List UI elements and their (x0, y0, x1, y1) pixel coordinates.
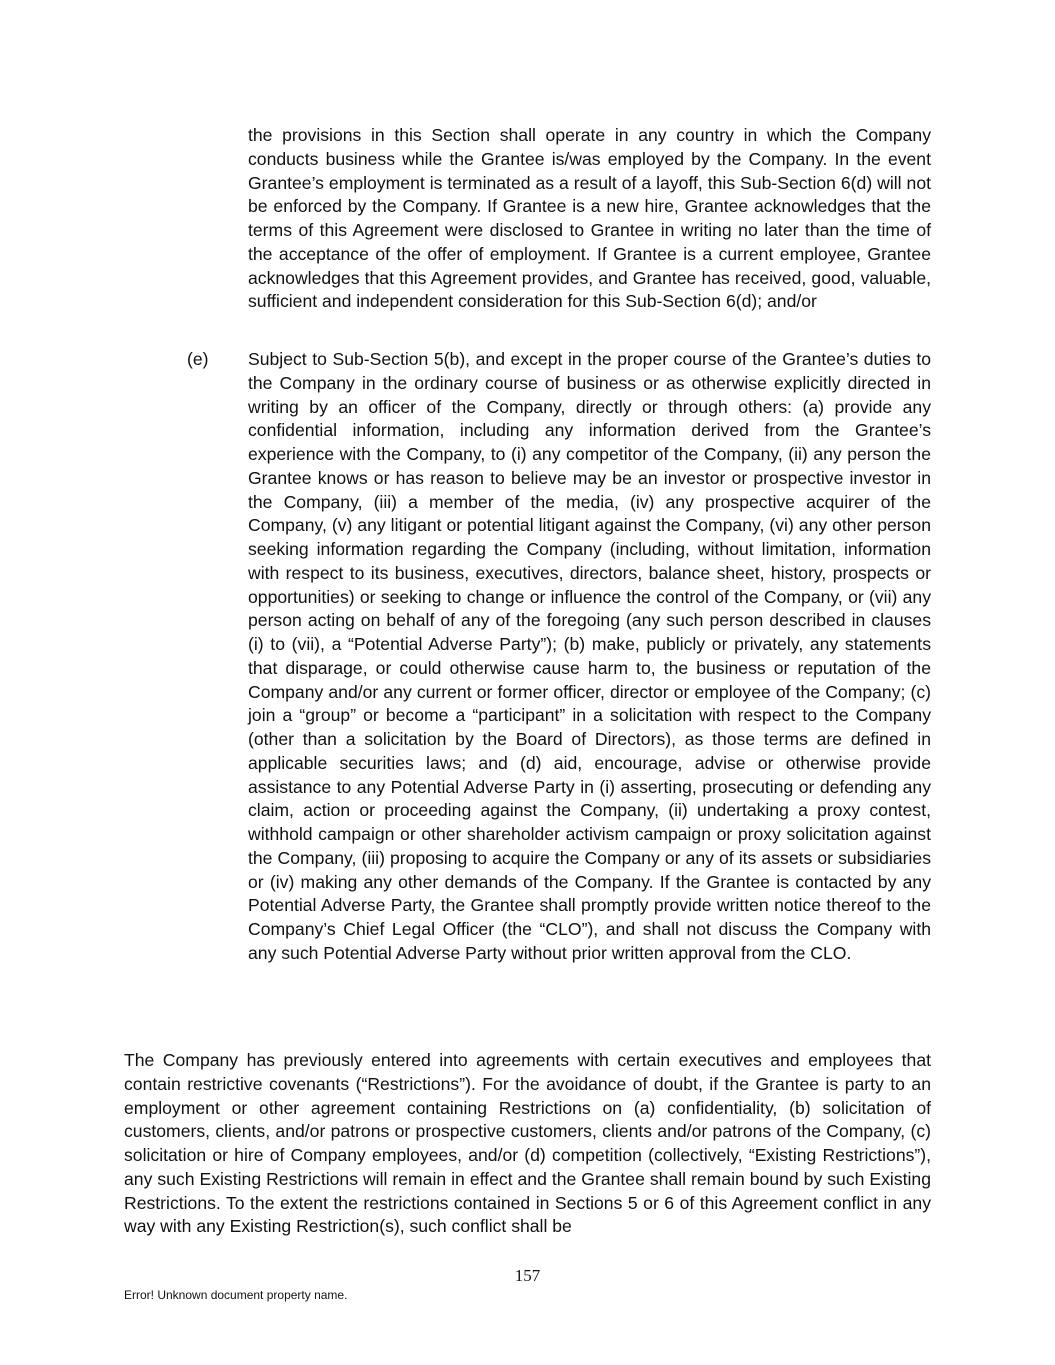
clause-e-body: Subject to Sub-Section 5(b), and except in the proper course of the Grantee’s duties to the Company in the ordinary course of business or as otherwise explicitly directed in writing by an officer of the Company, directly or through others: (a) provide any confidential information, including any information derived from the Grantee’s experience with the Company, to (i) any competitor of the Company, (ii) any person the Grantee knows or has reason to believe may be an investor or prospective investor in the Company, (iii) a member of the media, (iv) any prospective acquirer of the Company, (v) any litigant or potential litigant against the Company, (vi) any other person seeking information regarding the Company (including, without limitation, information with respect to its business, executives, directors, balance sheet, history, prospects or opportunities) or seeking to change or influence the control of the Company, or (vii) any person acting on behalf of any of the foregoing (any such person described in clauses (i) to (vii), a “Potential Adverse Party”); (b) make, publicly or privately, any statements that disparage, or could otherwise cause harm to, the business or reputation of the Company and/or any current or former officer, director or employee of the Company; (c) join a “group” or become a “participant” in a solicitation with respect to the Company (other than a solicitation by the Board of Directors), as those terms are defined in applicable securities laws; and (d) aid, encourage, advise or otherwise provide assistance to any Potential Adverse Party in (i) asserting, prosecuting or defending any claim, action or proceeding against the Company, (ii) undertaking a proxy contest, withhold campaign or other shareholder activism campaign or proxy solicitation against the Company, (iii) proposing to acquire the Company or any of its assets or subsidiaries or (iv) making any other demands of the Company. If the Grantee is contacted by any Potential Adverse Party, the Grantee shall promptly provide written notice thereof to the Company’s Chief Legal Officer (the “CLO”), and shall not discuss the Company with any such Potential Adverse Party without prior written approval from the CLO. (248, 349, 931, 963)
page-number: 157 (514, 1266, 541, 1285)
footer-error-text: Error! Unknown document property name. (124, 1288, 348, 1302)
continued-paragraph: the provisions in this Section shall operate in any country in which the Company conducts business while the Grantee is/was employed by the Company. In the event Grantee’s employment is terminated as a result of a layoff, this Sub-Section 6(d) will not be enforced by the Company. If Grantee is a new hire, Grantee acknowledges that the terms of this Agreement were disclosed to Grantee in writing no later than the time of the acceptance of the offer of employment. If Grantee is a current employee, Grantee acknowledges that this Agreement provides, and Grantee has received, good, valuable, sufficient and independent consideration for this Sub-Section 6(d); and/or (248, 125, 931, 312)
existing-restrictions-paragraph: The Company has previously entered into agreements with certain executives and employees that contain restrictive covenants (“Restrictions”). For the avoidance of doubt, if the Grantee is party to an employment or other agreement containing Restrictions on (a) confidentiality, (b) solicitation of customers, clients, and/or patrons or prospective customers, clients and/or patrons of the Company, (c) solicitation or hire of Company employees, and/or (d) competition (collectively, “Existing Restrictions”), any such Existing Restrictions will remain in effect and the Grantee shall remain bound by such Existing Restrictions. To the extent the restrictions contained in Sections 5 or 6 of this Agreement conflict in any way with any Existing Restriction(s), such conflict shall be (124, 1050, 931, 1237)
clause-e-label: (e) (187, 349, 209, 369)
